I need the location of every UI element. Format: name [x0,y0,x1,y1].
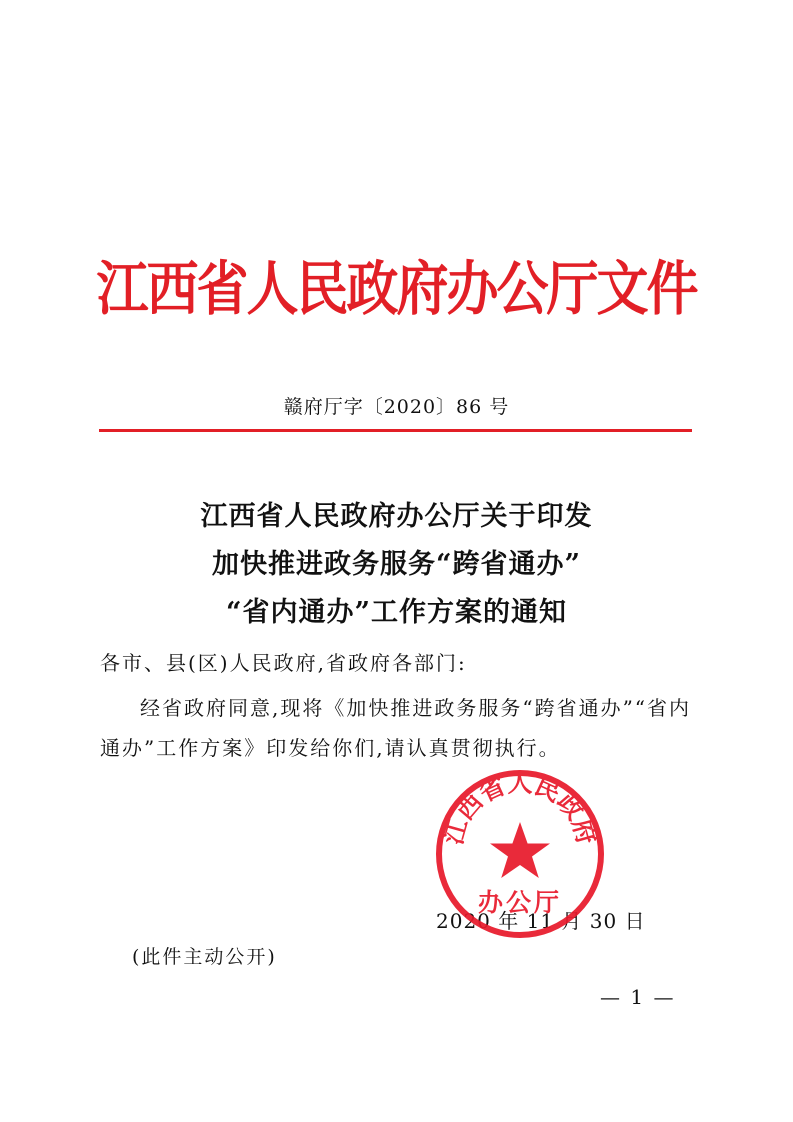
notice-title-line-2: 加快推进政务服务“跨省通办” [211,549,582,580]
seal-bottom-text: 办公厅 [477,888,563,917]
notice-title-line-3: “省内通办”工作方案的通知 [225,597,568,628]
body-paragraph: 经省政府同意,现将《加快推进政务服务“跨省通办”“省内通办”工作方案》印发给你们,请认真贯彻执行。 [100,696,692,760]
official-seal [434,768,606,940]
document-header-title: 江西省人民政府办公厅文件 [96,255,697,324]
star-icon [490,822,550,878]
public-disclosure-note: (此件主动公开) [132,946,277,968]
signing-date: 2020 年 11 月 30 日 [436,909,646,933]
addressee-line: 各市、县(区)人民政府,省政府各部门: [100,651,467,675]
document-number: 赣府厅字〔2020〕86 号 [283,396,510,418]
seal-arc-textpath: 江西省人民政府 [438,768,602,848]
page-number: — 1 — [600,985,676,1009]
notice-title-line-1: 江西省人民政府办公厅关于印发 [200,501,593,532]
red-divider-line [99,429,692,432]
